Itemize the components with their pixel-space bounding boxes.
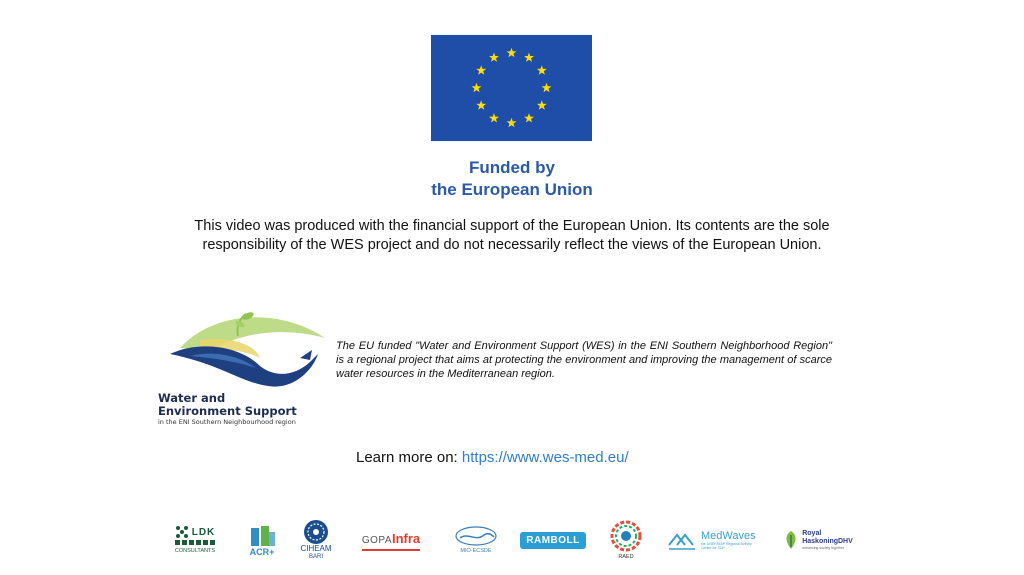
partner-logos [170,514,860,566]
ldk-grid-icon [175,539,215,547]
eu-star-icon [542,83,552,92]
wes-description: The EU funded "Water and Environment Support (WES) in the ENI Southern Neighborhood Region" is a regional project that aims at protecting the environment and improving the management of scarce water resources in the Mediterranean region. [336,340,832,380]
wes-name [158,392,297,418]
ciheam-sub: BARI [308,554,323,560]
ramboll-name: RAMBOLL [520,532,586,549]
haskoning-name: HaskoningDHV [802,538,853,545]
eu-star-icon [476,100,486,109]
eu-star-icon [472,83,482,92]
ldk-sub: CONSULTANTS [174,548,216,554]
medwaves-logo [662,514,766,566]
acr-logo [242,514,282,566]
royal-haskoning-sub: enhancing society together [802,546,845,550]
eu-star-icon [524,52,534,61]
ldk-logo [170,514,220,566]
disclaimer-line-2: responsibility of the WES project and do not necessarily reflect the views of the European Union. [202,237,822,253]
medwaves-sub: the UNEP/MAP Regional Activity Centre for SCP [701,542,752,550]
funded-line-2: the European Union [431,180,593,199]
eu-star-icon [489,113,499,122]
mio-ecsde-name: MIO-ECSDE [460,548,492,554]
gopa-name: GOPA [361,534,392,546]
eu-star-icon [507,118,517,127]
gopa-infra: Infra [391,530,421,546]
eu-flag-icon [431,35,592,141]
eu-stars [431,35,592,141]
acr-building-icon [247,524,277,548]
wes-name-line-1: Water and [158,391,226,405]
ldk-name: LDK [191,526,216,538]
eu-star-icon [507,48,517,57]
raed-logo [606,514,646,566]
learn-more [356,449,629,466]
medwaves-wave-icon [667,529,697,551]
eu-star-icon [537,100,547,109]
royal-haskoning-leaf-icon [783,529,799,551]
wes-logo-icon [160,310,330,390]
eu-star-icon [476,65,486,74]
ramboll-logo [516,514,590,566]
website-link[interactable]: https://www.wes-med.eu/ [461,449,629,466]
royal-haskoning-logo [776,514,860,566]
ciheam-name: CIHEAM [300,544,332,553]
mio-ecsde-logo [452,514,500,566]
disclaimer-line-1: This video was produced with the financial support of the European Union. Its contents are the sole [194,218,830,234]
ciheam-emblem-icon [302,519,330,545]
raed-ring-icon [609,519,643,553]
eu-star-icon [524,113,534,122]
eu-star-icon [537,65,547,74]
gopa-logo [350,514,432,566]
ldk-dots-icon [175,525,189,539]
funded-by-eu [362,157,662,201]
wes-name-line-2: Environment Support [158,404,297,418]
royal-name: Royal [802,530,822,537]
learn-more-label: Learn more on: [356,449,462,466]
disclaimer-text [150,217,874,255]
eu-star-icon [489,52,499,61]
ciheam-logo [294,514,338,566]
wes-logo [150,310,330,430]
mio-ecsde-wave-icon [454,525,498,547]
medwaves-name: MedWaves [701,530,756,542]
wes-subtitle: in the ENI Southern Neighbourhood region [158,418,296,426]
funded-line-1: Funded by [469,158,555,177]
acr-name: ACR+ [249,547,275,557]
raed-name: RAED [618,554,634,560]
